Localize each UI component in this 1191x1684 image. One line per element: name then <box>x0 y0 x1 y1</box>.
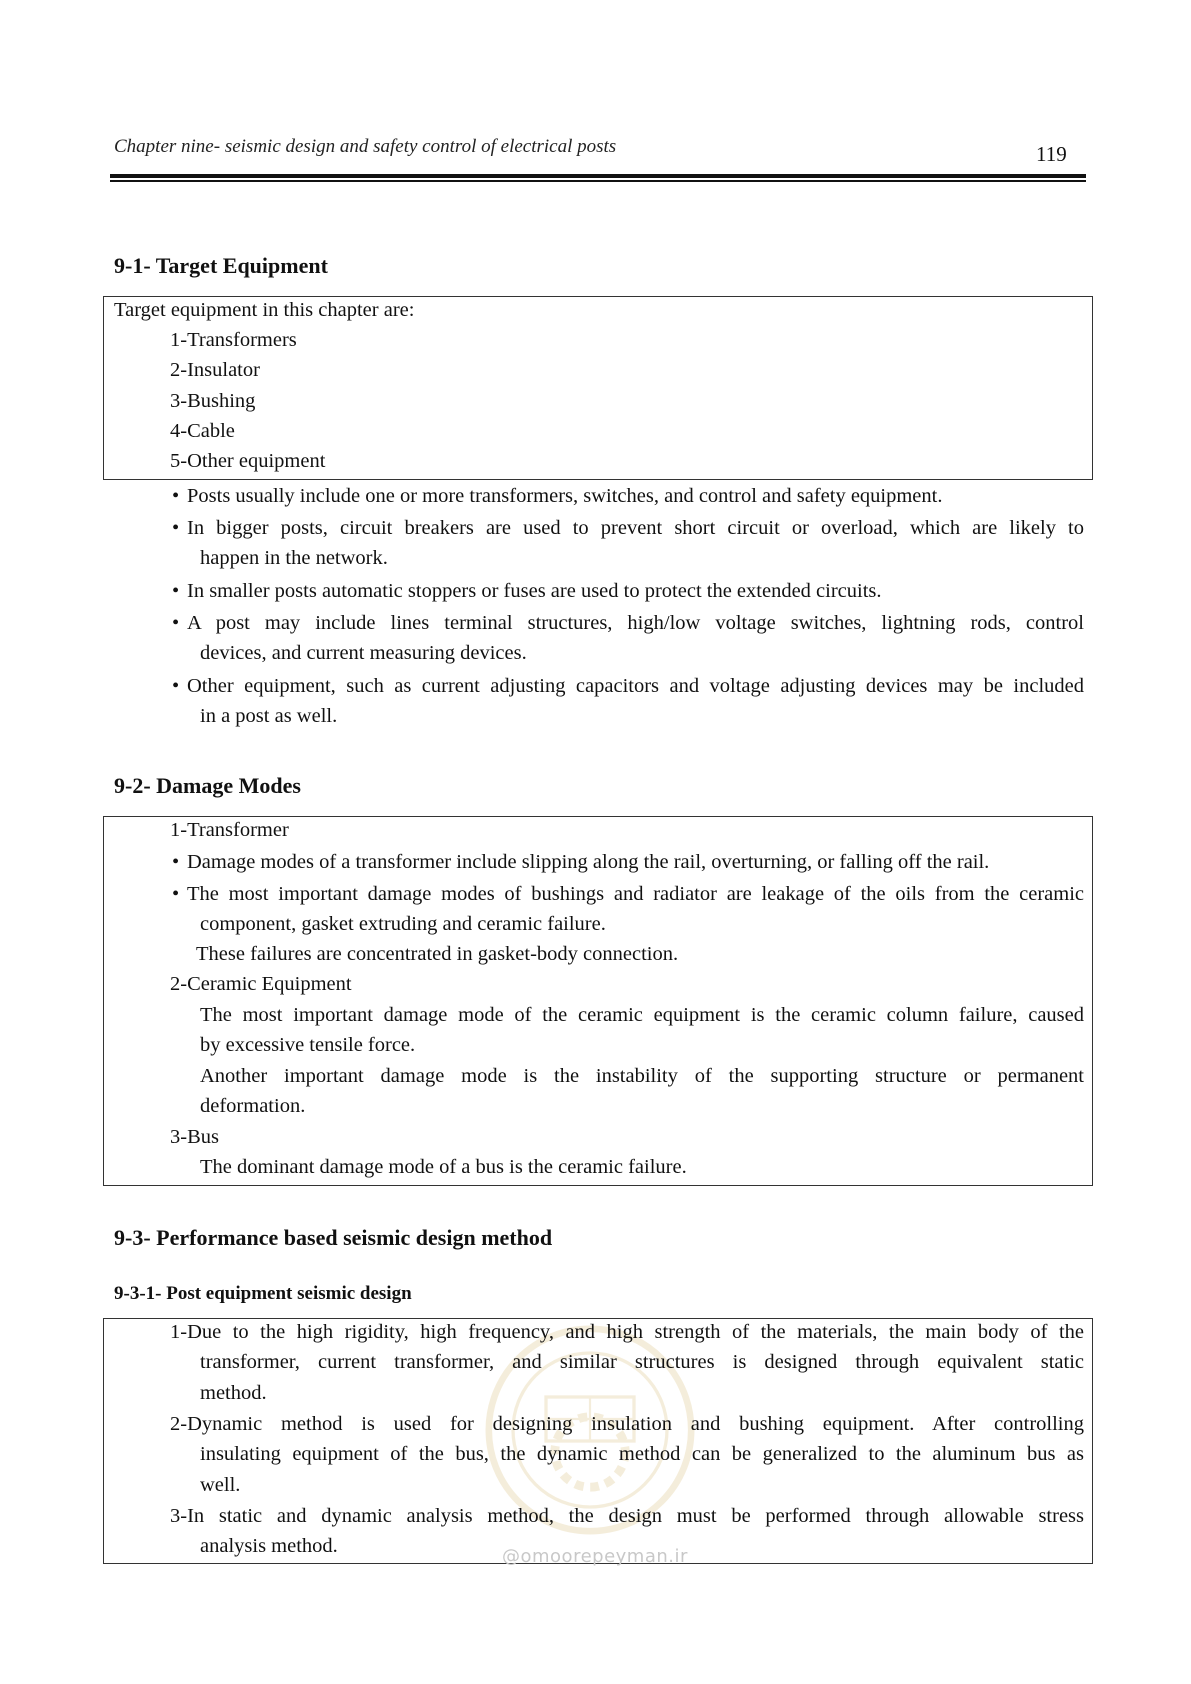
damage-subtitle: 2-Ceramic Equipment <box>170 973 352 995</box>
equipment-item: 4-Cable <box>170 420 235 442</box>
box-intro: Target equipment in this chapter are: <box>114 299 415 321</box>
design-item-line: well. <box>200 1474 241 1496</box>
bullet-icon: • <box>172 517 180 539</box>
watermark-text: @omoorepeyman.ir <box>502 1546 688 1567</box>
paragraph-line: The dominant damage mode of a bus is the ceramic failure. <box>200 1156 687 1178</box>
running-header: Chapter nine- seismic design and safety control of electrical posts <box>114 136 617 157</box>
design-item-line: insulating equipment of the bus, the dynamic method can be generalized to the aluminum bus as <box>200 1443 1084 1465</box>
section-heading-9-1: 9-1- Target Equipment <box>114 253 328 278</box>
paragraph-line: by excessive tensile force. <box>200 1034 416 1056</box>
bullet-continuation: happen in the network. <box>200 547 388 569</box>
equipment-item: 1-Transformers <box>170 329 297 351</box>
bullet-icon: • <box>172 612 180 634</box>
header-rule-thick <box>110 174 1086 178</box>
design-item-line: method. <box>200 1382 267 1404</box>
paragraph-line: The most important damage mode of the ceramic equipment is the ceramic column failure, caused <box>200 1004 1084 1026</box>
damage-subtitle: 3-Bus <box>170 1126 219 1148</box>
bullet-continuation: in a post as well. <box>200 705 338 727</box>
design-item-line: analysis method. <box>200 1535 338 1557</box>
bullet-continuation: component, gasket extruding and ceramic failure. <box>200 913 606 935</box>
bullet-icon: • <box>172 580 180 602</box>
equipment-item: 5-Other equipment <box>170 450 326 472</box>
paragraph-line: Another important damage mode is the instability of the supporting structure or permanent <box>200 1065 1084 1087</box>
design-item-line: 2-Dynamic method is used for designing insulation and bushing equipment. After controlling <box>170 1413 1084 1435</box>
bullet-icon: • <box>172 675 180 697</box>
document-page: Chapter nine- seismic design and safety control of electrical posts 119 9-1- Target Equipment Target equipment in this chapter are: 1-Transformers 2-Insulator 3-Bushing 4-Cable 5-Other equipment • Posts usually include one or more transformers, switches, and control and safety equipment. • In bigger posts, circuit breakers are used to prevent short circuit or overload, which are likely to happen in the network. • In smaller posts automatic stoppers or fuses are used to protect the extended circuits. • A post may include lines terminal structures, high/low voltage switches, lightning rods, control devices, and current measuring devices. • Other equipment, such as current adjusting capacitors and voltage adjusting devices may be included in a post as well. 9-2- Damage Modes 1-Transformer • Damage modes of a transformer include slipping along the rail, overturning, or falling off the rail. • The most important damage modes of bushings and radiator are leakage of the oils from the ceramic component, gasket extruding and ceramic failure. These failures are concentrated in gasket-body connection. 2-Ceramic Equipment The most important damage mode of the ceramic equipment is the ceramic column failure, caused by excessive tensile force. Another important damage mode is the instability of the supporting structure or permanent deformation. 3-Bus The dominant damage mode of a bus is the ceramic failure. 9-3- Performance based seismic design method 9-3-1- Post equipment seismic design 1-Due to the high rigidity, high frequency, and high strength of the materials, the main body of the transformer, current transformer, and similar structures is designed through equivalent static method. 2-Dynamic method is used for designing insulation and bushing equipment. After controlling insulating equipment of the bus, the dynamic method can be generalized to the aluminum bus as well. 3-In static and dynamic analysis method, the design must be performed through allowable stress analysis method. @omoorepeyman.ir <box>0 0 1191 1684</box>
section-heading-9-2: 9-2- Damage Modes <box>114 773 301 798</box>
section-heading-9-3: 9-3- Performance based seismic design method <box>114 1225 553 1250</box>
bullet-icon: • <box>172 883 180 905</box>
bullet-icon: • <box>172 485 180 507</box>
damage-subtitle: 1-Transformer <box>170 819 289 841</box>
page-number: 119 <box>1036 142 1067 166</box>
subsection-heading-9-3-1: 9-3-1- Post equipment seismic design <box>114 1283 412 1304</box>
header-rule-thin <box>110 180 1086 182</box>
design-item-line: transformer, current transformer, and similar structures is designed through equivalent static <box>200 1351 1084 1373</box>
equipment-item: 2-Insulator <box>170 359 260 381</box>
design-item-line: 3-In static and dynamic analysis method, the design must be performed through allowable stress <box>170 1505 1084 1527</box>
bullet-icon: • <box>172 851 180 873</box>
note-text: These failures are concentrated in gasket-body connection. <box>196 943 679 965</box>
paragraph-line: deformation. <box>200 1095 306 1117</box>
design-item-line: 1-Due to the high rigidity, high frequency, and high strength of the materials, the main body of the <box>170 1321 1084 1343</box>
equipment-item: 3-Bushing <box>170 390 256 412</box>
bullet-continuation: devices, and current measuring devices. <box>200 642 527 664</box>
